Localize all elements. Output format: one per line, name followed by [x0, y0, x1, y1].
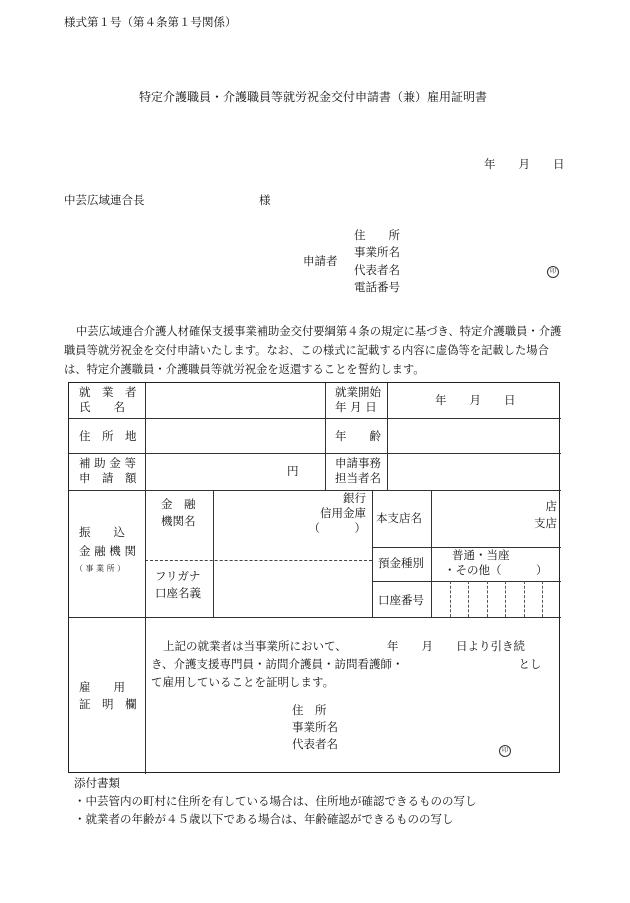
applicant-seal-icon: 印	[547, 262, 559, 278]
start-date-label: 就業開始 年 月 日	[335, 385, 381, 414]
contact-label: 申請事務 担当者名	[335, 456, 381, 485]
age-field[interactable]	[388, 419, 560, 452]
worker-name-field[interactable]	[146, 384, 324, 417]
addressee-honorific: 様	[259, 193, 271, 207]
address-field[interactable]	[146, 419, 324, 452]
addressee-name: 中芸広域連合長	[64, 193, 145, 207]
address-label: 住 所 地	[79, 429, 137, 443]
employment-cert-text: 上記の就業者は当事業所において、 年 月 日より引き続 き、介護支援専門員・訪問介護員・訪問看護師・ とし て雇用していることを証明します。	[151, 639, 542, 689]
cert-signature-block: 住 所 事業所名 代表者名	[292, 703, 338, 751]
form-number: 様式第１号（第４条第１号関係）	[64, 15, 237, 29]
application-table	[68, 382, 560, 773]
applicant-phone-label: 電話番号	[354, 280, 400, 294]
account-number-label: 口座番号	[378, 593, 424, 607]
attachment-item: ・中芸管内の町村に住所を有している場合は、住所地が確認できるものの写し	[74, 794, 477, 808]
account-holder-label: フリガナ 口座名義	[155, 569, 201, 600]
applicant-representative-label: 代表者名	[354, 263, 400, 277]
applicant-address-label: 住 所	[354, 228, 400, 242]
employment-cert-label: 雇 用 証 明 欄	[79, 680, 137, 711]
declaration-text: 中芸広域連合介護人材確保支援事業補助金交付要綱第４条の規定に基づき、特定介護職員・介護職員等就労祝金を交付申請いたします。なお、この様式に記載する内容に虚偽等を記載した場合は、特定介護職員・介護職員等就労祝金を返還することを誓約します。	[64, 325, 562, 376]
bank-suffix: 銀行 信用金庫 （ ）	[308, 491, 366, 535]
financial-institution-label: 金 融 機関名	[161, 497, 196, 528]
age-label: 年 齢	[335, 429, 381, 443]
date-line: 年 月 日	[484, 157, 565, 171]
applicant-office-label: 事業所名	[354, 245, 400, 259]
deposit-type-options[interactable]: 普通・当座 ・その他（ ）	[444, 548, 548, 577]
start-date-value[interactable]: 年 月 日	[435, 393, 516, 407]
attachments-heading: 添付書類	[74, 776, 120, 790]
applicant-label: 申請者	[303, 254, 338, 268]
worker-name-label: 就 業 者 氏 名	[79, 385, 137, 414]
branch-suffix: 店 支店	[534, 499, 557, 530]
amount-label: 補 助 金 等 申 請 額	[79, 456, 137, 485]
branch-name-label: 本支店名	[376, 511, 422, 525]
cert-seal-icon: 印	[499, 741, 511, 757]
deposit-type-label: 預金種別	[378, 556, 424, 570]
bank-block-label: 振 込 金 融 機 関 （ 事 業 所 ）	[75, 525, 136, 573]
yen-unit: 円	[287, 464, 299, 478]
form-title: 特定介護職員・介護職員等就労祝金交付申請書（兼）雇用証明書	[139, 90, 488, 104]
account-holder-field[interactable]	[214, 561, 371, 616]
attachment-item: ・就業者の年齢が４５歳以下である場合は、年齢確認ができるものの写し	[74, 812, 454, 826]
